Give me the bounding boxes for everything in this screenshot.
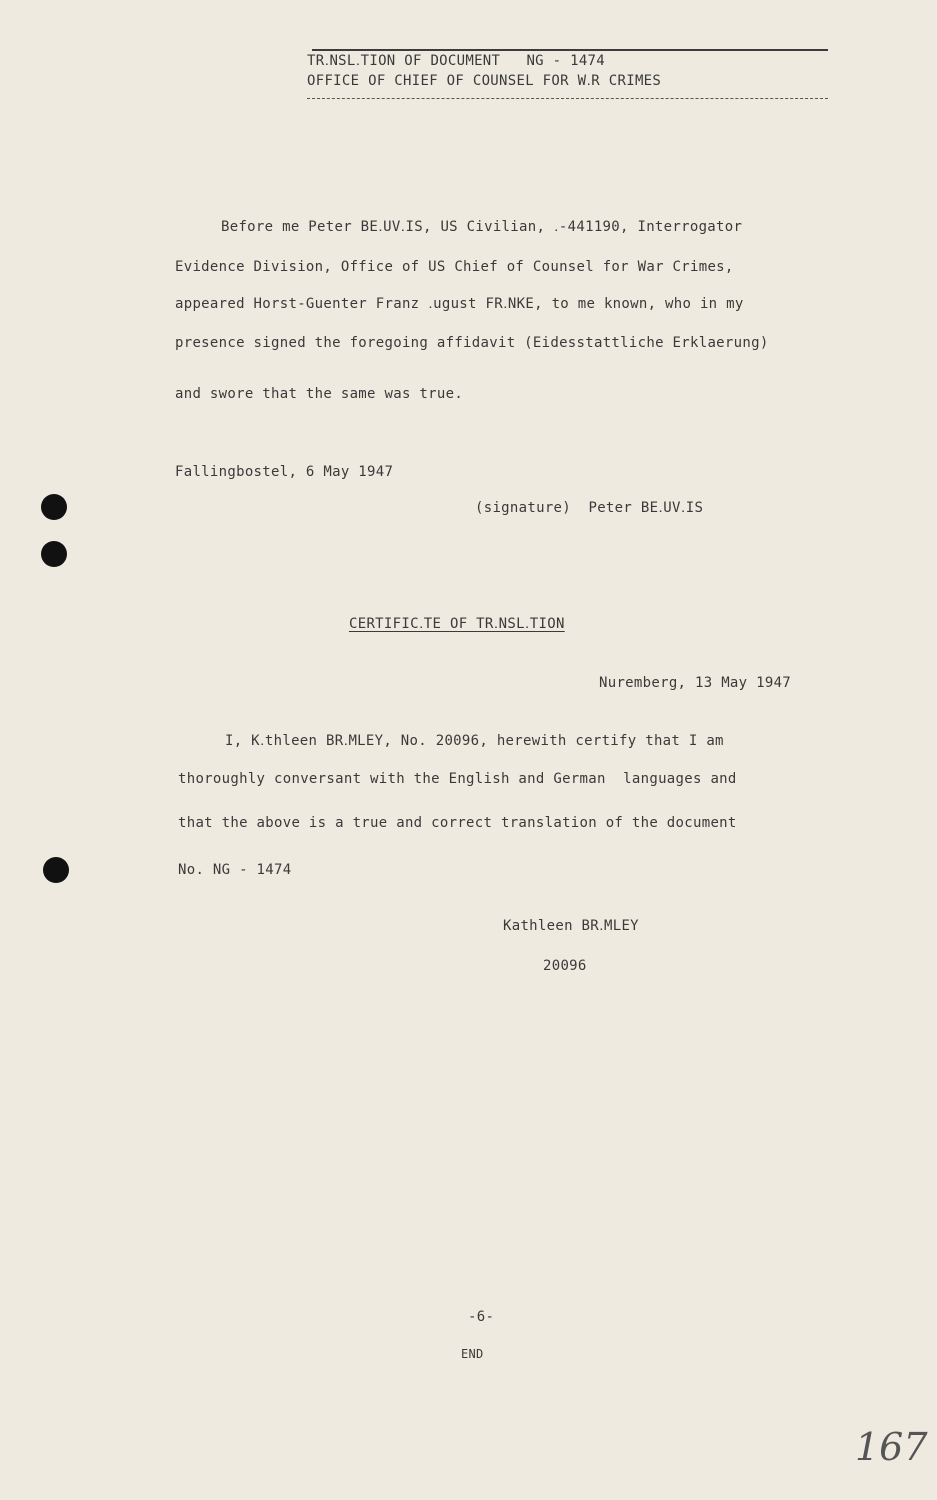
page-number: -6- bbox=[468, 1309, 495, 1325]
punch-hole-top bbox=[41, 494, 67, 520]
punch-hole-middle bbox=[41, 541, 67, 567]
punch-hole-bottom bbox=[43, 857, 69, 883]
affidavit-line-2: Evidence Division, Office of US Chief of Counsel for War Crimes, bbox=[175, 259, 734, 275]
header-bottom-rule bbox=[307, 98, 828, 99]
handwritten-page-number: 167 bbox=[855, 1425, 928, 1469]
header-top-rule bbox=[312, 49, 828, 51]
certificate-line-4: No. NG - 1474 bbox=[178, 862, 292, 878]
certificate-title: CERTIFIC․TE OF TR․NSL․TION bbox=[349, 616, 565, 632]
certificate-signer-number: 20096 bbox=[543, 958, 587, 974]
affidavit-place-date: Fallingbostel, 6 May 1947 bbox=[175, 464, 394, 480]
certificate-signer: Kathleen BR․MLEY bbox=[503, 918, 639, 934]
affidavit-line-3: appeared Horst-Guenter Franz ․ugust FR․NKE, to me known, who in my bbox=[175, 296, 744, 312]
affidavit-line-4: presence signed the foregoing affidavit (Eidesstattliche Erklaerung) bbox=[175, 335, 769, 351]
header-line-1: TR․NSL․TION OF DOCUMENT NG - 1474 bbox=[307, 53, 606, 69]
affidavit-line-1: Before me Peter BE․UV․IS, US Civilian, ․-441190, Interrogator bbox=[221, 219, 743, 235]
certificate-line-3: that the above is a true and correct translation of the document bbox=[178, 815, 737, 831]
affidavit-signature: (signature) Peter BE․UV․IS bbox=[475, 500, 704, 516]
header-line-2: OFFICE OF CHIEF OF COUNSEL FOR W․R CRIMES bbox=[307, 73, 662, 89]
end-marker: END bbox=[461, 1347, 484, 1361]
certificate-line-1: I, K․thleen BR․MLEY, No. 20096, herewith certify that I am bbox=[225, 733, 724, 749]
affidavit-line-5: and swore that the same was true. bbox=[175, 386, 464, 402]
certificate-line-2: thoroughly conversant with the English and German languages and bbox=[178, 771, 737, 787]
certificate-place-date: Nuremberg, 13 May 1947 bbox=[599, 675, 792, 691]
